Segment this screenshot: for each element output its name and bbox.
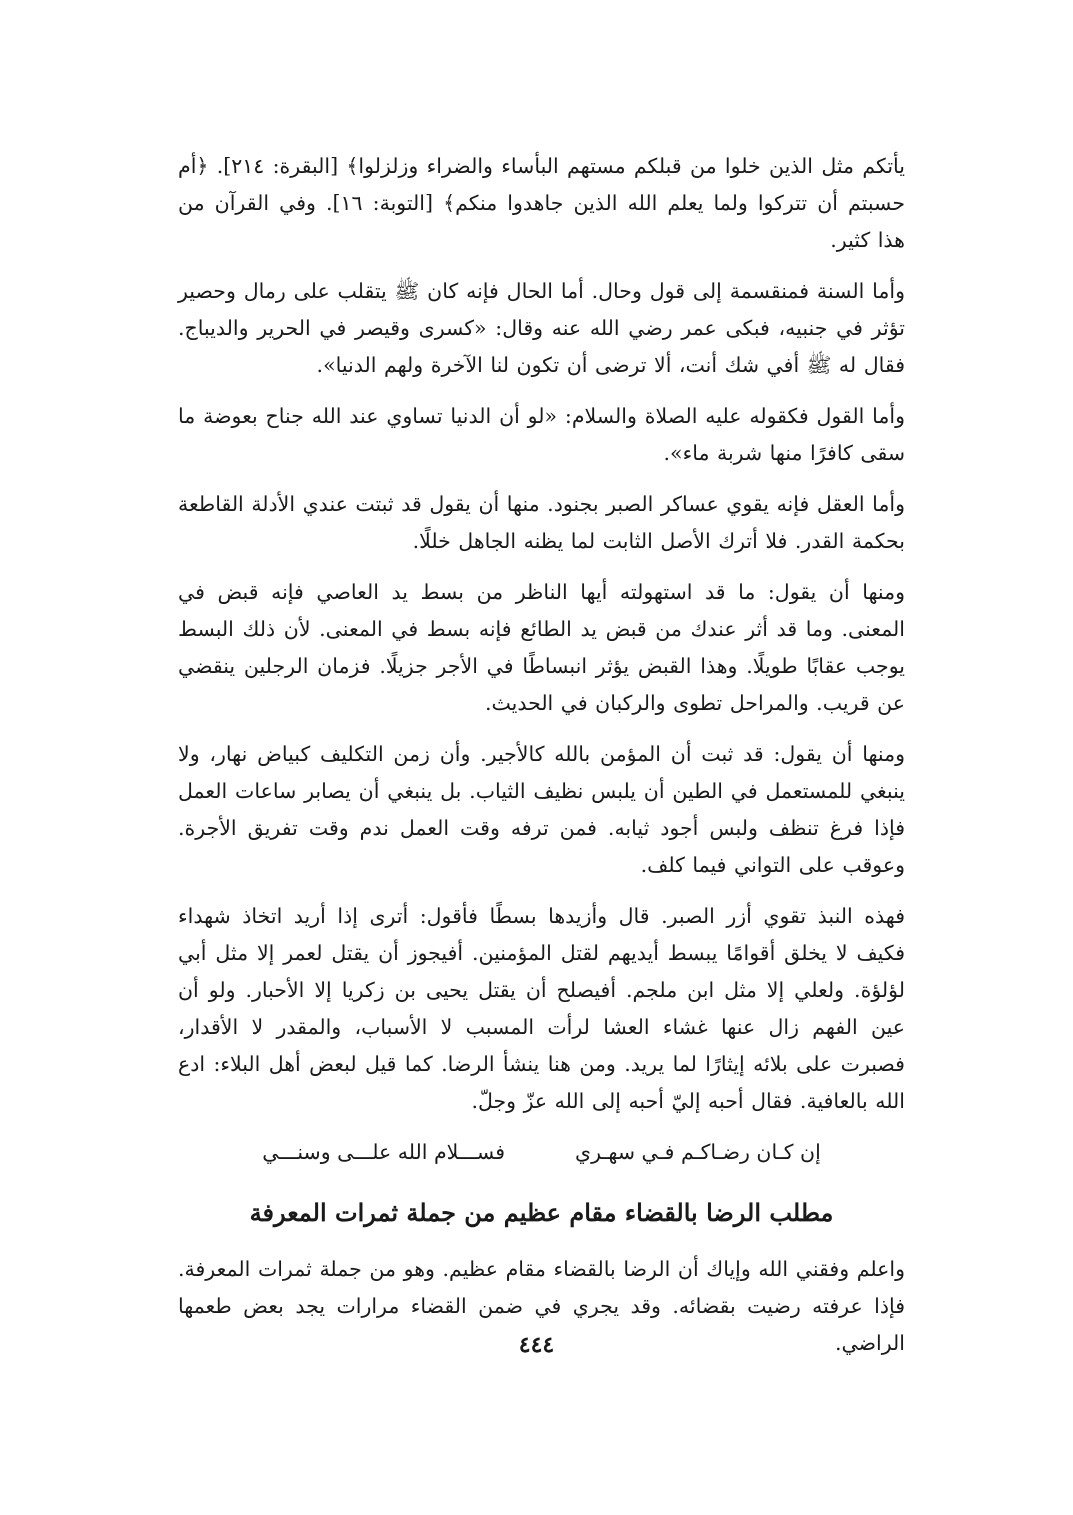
paragraph-contraction: ومنها أن يقول: ما قد استهولته أيها الناظر من بسط يد العاصي فإنه قبض في المعنى. وما قد أثر عندك من قبض يد الطائع فإنه بسط في المعنى. لأن ذلك البسط يوجب عقابًا طويلًا. وهذا القبض يؤثر انبساطًا في الأجر جزيلًا. فزمان الرجلين ينقضي عن قريب. والمراحل تطوى والركبان في الحديث. bbox=[178, 580, 905, 715]
paragraph-sunnah: وأما السنة فمنقسمة إلى قول وحال. أما الحال فإنه كان ﷺ يتقلب على رمال وحصير تؤثر في جنبيه، فبكى عمر رضي الله عنه وقال: «كسرى وقيصر في الحرير والديباج. فقال له ﷺ أفي شك أنت، ألا ترضى أن تكون لنا الآخرة ولهم الدنيا». bbox=[178, 279, 905, 377]
paragraph-quran-verses: يأتكم مثل الذين خلوا من قبلكم مستهم البأساء والضراء وزلزلوا﴾ [البقرة: ٢١٤]. ﴿أم حسبتم أن تتركوا ولما يعلم الله الذين جاهدوا منكم﴾ [التوبة: ١٦]. وفي القرآن من هذا كثير. bbox=[178, 154, 906, 252]
paragraph-closing: واعلم وفقني الله وإياك أن الرضا بالقضاء مقام عظيم. وهو من جملة ثمرات المعرفة. فإذا عرفته رضيت بقضائه. وقد يجري في ضمن القضاء مرارات يجد بعض طعمها الراضي. bbox=[178, 1257, 905, 1355]
page-number: ٤٤٤ bbox=[518, 1332, 555, 1358]
section-heading: مطلب الرضا بالقضاء مقام عظيم من جملة ثمرات المعرفة bbox=[249, 1198, 834, 1227]
paragraph-worker: ومنها أن يقول: قد ثبت أن المؤمن بالله كالأجير. وأن زمن التكليف كبياض نهار، ولا ينبغي للمستعمل في الطين أن يلبس نظيف الثياب. بل ينبغي أن يصابر ساعات العمل فإذا فرغ تنظف ولبس أجود ثيابه. فمن ترفه وقت العمل ندم وقت تفريق الأجرة. وعوقب على التواني فيما كلف. bbox=[178, 742, 905, 877]
paragraph-martyrs: فهذه النبذ تقوي أزر الصبر. قال وأزيدها بسطًا فأقول: أترى إذا أريد اتخاذ شهداء فكيف لا يخلق أقوامًا يبسط أيديهم لقتل المؤمنين. أفيجوز أن يقتل لعمر إلا مثل أبي لؤلؤة. ولعلي إلا مثل ابن ملجم. أفيصلح أن يقتل يحيى بن زكريا إلا الأحبار. ولو أن عين الفهم زال عنها غشاء العشا لرأت المسبب لا الأسباب، والمقدر لا الأقدار، فصبرت على بلائه إيثارًا لما يريد. ومن هنا ينشأ الرضا. كما قيل لبعض أهل البلاء: ادع الله بالعافية. فقال أحبه إليّ أحبه إلى الله عزّ وجلّ. bbox=[178, 904, 905, 1113]
paragraph-saying: وأما القول فكقوله عليه الصلاة والسلام: «لو أن الدنيا تساوي عند الله جناح بعوضة ما سقى كافرًا منها شربة ماء». bbox=[178, 404, 905, 465]
paragraph-reason: وأما العقل فإنه يقوي عساكر الصبر بجنود. منها أن يقول قد ثبتت عندي الأدلة القاطعة بحكمة القدر. فلا أترك الأصل الثابت لما يظنه الجاهل خللًا. bbox=[178, 492, 905, 553]
poetry-verse bbox=[178, 1134, 905, 1171]
verse-left-hemistich: فســـلام الله علـــى وسنـــي bbox=[262, 1140, 506, 1164]
verse-right-hemistich: إن كـان رضـاكـم فـي سهـري bbox=[575, 1140, 821, 1164]
